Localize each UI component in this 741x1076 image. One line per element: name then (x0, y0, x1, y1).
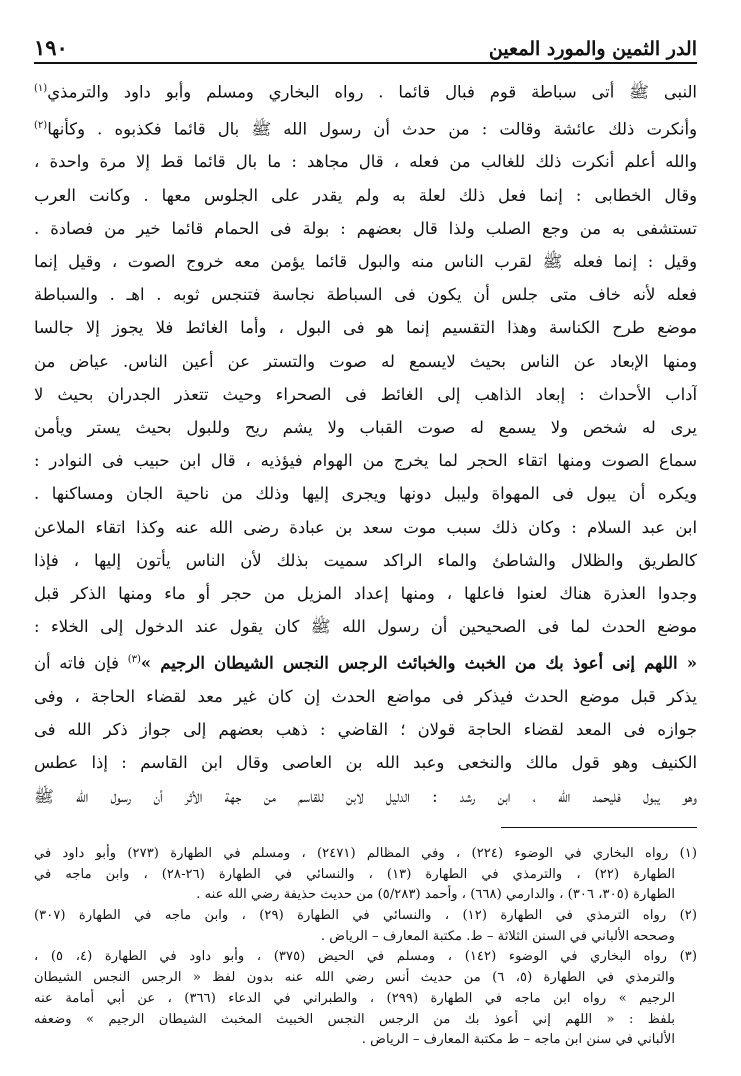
footnote-line: (١) رواه البخاري في الوضوء (٢٢٤) ، وفي المظالم (٢٤٧١) ، ومسلم في الطهارة (٢٧٣) وأبو داود في (34, 845, 697, 861)
text-line: ابن عبد السلام : وكان ذلك سبب موت سعد بن عبادة رضى الله عنه وكذا اتقاء الملاعن (34, 517, 697, 537)
page-number: ١٩٠ (34, 35, 68, 60)
supplication-quote: « اللهم إنى أعوذ بك من الخبث والخبائث الرجس النجس الشيطان الرجيم » (140, 653, 697, 673)
footnote-line: الألباني في سنن ابن ماجه – ط مكتبة المعارف – الرياض . (361, 1032, 675, 1048)
text-line: والله أعلم أنكرت ذلك للغالب من فعله ، قال مجاهد : ما بال قائما قط إلا مرة واحدة ، (34, 152, 697, 172)
footnote-ref: (٢) (34, 119, 48, 131)
text-line: موضع الحدث لما فى الصحيحين أن رسول الله ﷺ كان يقول عند الدخول إلى الخلاء : (34, 617, 697, 637)
main-text (34, 72, 697, 813)
footnote-line: وصححه الألباني في السنن الثلاثة – ط. مكتبة المعارف – الرياض . (320, 928, 675, 944)
text-line: كالطريق والظلال والشاطئ والماء الراكد سميت بذلك لأن الناس يأتون إليها ، فإذا (34, 550, 697, 570)
text-line: الكنيف وهو قول مالك والنخعى وعبد الله بن العاصى وقال ابن القاسم : إذا عطس (34, 753, 697, 773)
text-line: يذكر قبل موضع الحدث فيذكر فى مواضع الحدث إن كان غير معد لقضاء الحاجة ، وفى (34, 687, 697, 707)
text-line: سماع الصوت ومنها اتقاء الحجر لما يخرج من الهوام فيؤذيه ، قال ابن حبيب فى النوادر : (34, 451, 697, 471)
footnotes (34, 844, 697, 1051)
text-line: وقال الخطابى : إنما فعل ذلك لعلة به ولم يقدر على الجلوس معها . وكانت العرب (34, 185, 697, 205)
footnote-line: (٣) رواه البخاري في الوضوء (١٤٢) ، ومسلم في الحيض (٣٧٥) ، وأبو داود في الطهارة (٤، ٥) ، (34, 949, 697, 965)
text-line: « اللهم إنى أعوذ بك من الخبث والخبائث الرجس النجس الشيطان الرجيم »$^{(٣)}$ فإن فاته أن (34, 653, 697, 673)
footnote-separator (501, 827, 697, 828)
text-line: موضع طرح الكناسة وهذا التقسيم إنما هو فى البول ، وأما الغائط فلا يجوز إلا جالسا (34, 318, 697, 338)
text-line: وهو يبول فليحمد الله ، ابن رشد : الدليل لابن للقاسم من جهة الأثر أن رسول الله ﷺ (34, 786, 697, 806)
text-line: آداب الأحداث : إبعاد الذاهب إلى الغائط فى الصحراء وحيث تتعذر الجدران بحيث لا (34, 384, 697, 404)
footnote-ref: (١) (34, 83, 48, 94)
text-line: فعله لأنه خاف متى جلس أن يكون فى السباطة نجاسة فتنجس ثوبه . اهـ . والسباطة (34, 285, 697, 305)
text-line: وجدوا العذرة هناك لعنوا فاعلها ، ومنها إعداد المزيل من حجر أو ماء ومنها الذكر قبل (34, 583, 697, 603)
footnote-line: بلفظ : « اللهم إني أعوذ بك من الرجس النجس الخبيث المخبث الشيطان الرجيم » وضعفه (34, 1011, 675, 1027)
text-line: تستشفى به من وجع الصلب ولذا قال بعضهم : بولة فى الحمام قائما خير من فصادة . (34, 218, 697, 238)
footnote-ref: (٣) (127, 654, 141, 666)
text-line: ويكره أن يبول فى المهواة وليبل دونها ويجرى إليها وذلك من ناحية الجان ومساكنها . (34, 484, 697, 504)
text-line: وقيل : إنما فعله ﷺ لقرب الناس منه والبول قائما يؤمن معه خروج الصوت ، وقيل إنما (34, 251, 697, 271)
book-title: الدر الثمين والمورد المعين (488, 38, 697, 60)
footnote-line: الرجيم » رواه ابن ماجه في الطهارة (٢٩٩) ، والطبراني في الدعاء (٣٦٦) ، عن أبي أمامة عنه (34, 990, 675, 1006)
footnote-line: (٢) رواه الترمذي في الطهارة (١٢) ، والنسائي في الطهارة (٢٩) ، وابن ماجه في الطهارة (٣٠٧) (34, 907, 697, 923)
footnote-line: والترمذي في الطهارة (٥، ٦) من حديث أنس رضي الله عنه بدون لفظ « الرجس النجس الشيطان (34, 970, 675, 986)
text-line: يرى له شخص ولا يسمع له صوت القباب ولا يشم ريح وللبول بحيث يستر ويأمن (34, 417, 697, 437)
footnote-line: الطهارة (٢٢) ، والترمذي في الطهارة (١٣) ، والنسائي في الطهارة (٢٦-٢٨) ، وابن ماجه في (34, 866, 675, 882)
footnote-line: الطهارة (٣٠٥، ٣٠٦) ، والدارمي (٦٦٨) ، وأحمد (٥/٢٨٣) من حديث حذيفة رضي الله عنه . (196, 887, 675, 903)
text-line: ومنها الإبعاد عن الناس بحيث لايسمع له صوت والتستر عن أعين الناس. عياض من (34, 351, 697, 371)
text-line: جوازه فى المعد لقضاء الحاجة قولان ؛ القاضي : ذهب بعضهم إلى جواز ذكر الله فى (34, 720, 697, 740)
text-line: وأنكرت ذلك عائشة وقالت : من حدث أن رسول الله ﷺ بال قائما فكذبوه . وكأنها$^{(٢)}$ (34, 119, 697, 139)
running-header (34, 30, 697, 64)
text-line: النبى ﷺ أتى سباطة قوم فبال قائما . رواه البخاري ومسلم وأبو داود والترمذي$^{(١)}$ (34, 82, 697, 102)
